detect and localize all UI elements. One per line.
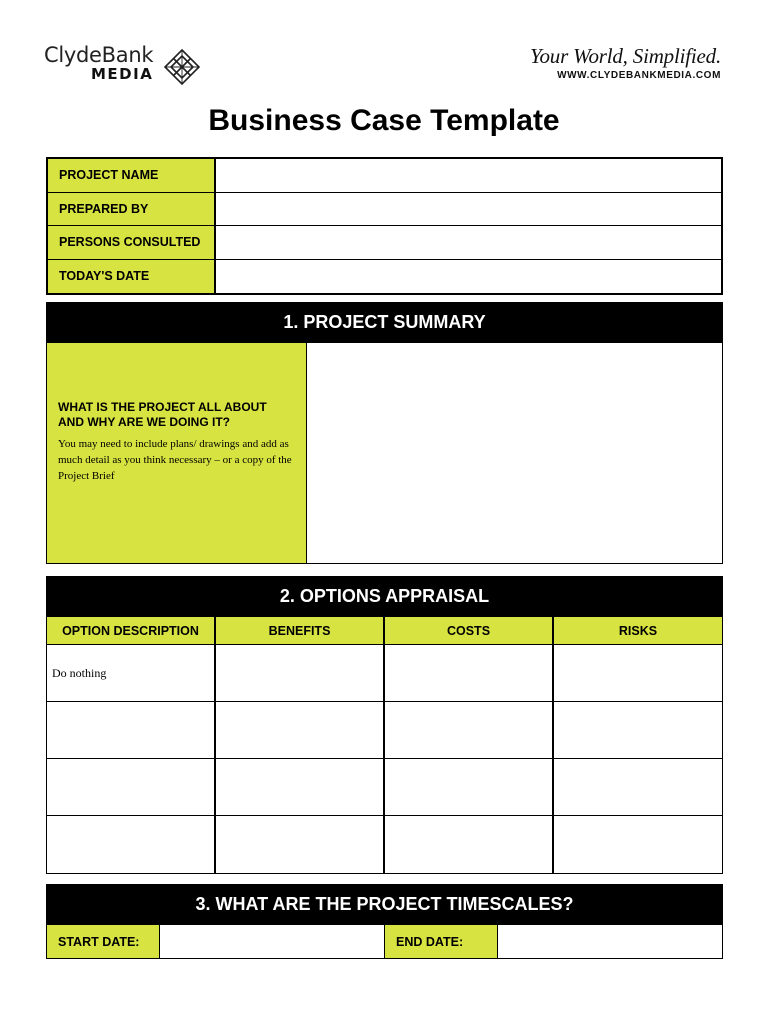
tagline: Your World, Simplified. [529, 44, 721, 68]
info-row-persons-consulted [48, 226, 721, 260]
table-cell[interactable] [216, 759, 385, 815]
project-info-table [46, 157, 723, 295]
brand-name: ClydeBank [44, 43, 154, 67]
brand-logo [44, 44, 153, 82]
end-date-label: END DATE: [385, 925, 498, 958]
table-header-row [47, 617, 722, 645]
field-label: TODAY'S DATE [48, 260, 216, 294]
section-heading-timescales: 3. WHAT ARE THE PROJECT TIMESCALES? [46, 884, 723, 925]
info-row-project-name [48, 159, 721, 193]
table-row [47, 759, 722, 816]
table-cell[interactable] [385, 645, 554, 701]
summary-question: WHAT IS THE PROJECT ALL ABOUT AND WHY ARE WE DOING IT? [58, 400, 267, 429]
start-date-field[interactable] [160, 925, 385, 958]
summary-note: You may need to include plans/ drawings and add as much detail as you think necessary – or a copy of the Project Brief [58, 438, 292, 482]
table-cell[interactable] [385, 816, 554, 873]
info-row-prepared-by [48, 193, 721, 227]
section-heading-project-summary: 1. PROJECT SUMMARY [46, 302, 723, 343]
table-cell[interactable] [47, 702, 216, 758]
start-date-label: START DATE: [47, 925, 160, 958]
table-cell[interactable] [216, 645, 385, 701]
table-cell[interactable]: Do nothing [47, 645, 216, 701]
table-cell[interactable] [216, 702, 385, 758]
table-cell[interactable] [47, 816, 216, 873]
page-title: Business Case Template [208, 104, 560, 137]
page-header [0, 0, 768, 100]
column-header: OPTION DESCRIPTION [47, 617, 216, 644]
table-cell[interactable] [554, 645, 722, 701]
column-header: BENEFITS [216, 617, 385, 644]
options-appraisal-table [46, 617, 723, 874]
project-summary-block [46, 343, 723, 564]
table-row [47, 645, 722, 702]
table-cell[interactable] [216, 816, 385, 873]
column-header: RISKS [618, 623, 658, 638]
project-name-field[interactable] [216, 159, 721, 192]
info-row-todays-date [48, 260, 721, 294]
table-row [47, 702, 722, 759]
todays-date-field[interactable] [216, 260, 721, 294]
field-label: PROJECT NAME [48, 159, 216, 192]
end-date-field[interactable] [498, 925, 722, 958]
section-heading-options-appraisal: 2. OPTIONS APPRAISAL [46, 576, 723, 617]
timescales-row [46, 925, 723, 959]
table-cell[interactable] [385, 702, 554, 758]
persons-consulted-field[interactable] [216, 226, 721, 259]
field-label: PREPARED BY [48, 193, 216, 226]
table-cell[interactable] [554, 816, 722, 873]
summary-answer-field[interactable] [307, 343, 722, 563]
prepared-by-field[interactable] [216, 193, 721, 226]
table-cell[interactable] [554, 759, 722, 815]
brand-sub: MEDIA [91, 65, 154, 83]
table-row [47, 816, 722, 873]
column-header: COSTS [385, 617, 554, 644]
website-link[interactable]: WWW.CLYDEBANKMEDIA.COM [557, 70, 721, 81]
field-label: PERSONS CONSULTED [48, 226, 216, 259]
diamond-knot-icon [163, 48, 201, 86]
summary-prompt [47, 343, 307, 563]
table-cell[interactable] [554, 702, 722, 758]
table-cell[interactable] [385, 759, 554, 815]
table-cell[interactable] [47, 759, 216, 815]
